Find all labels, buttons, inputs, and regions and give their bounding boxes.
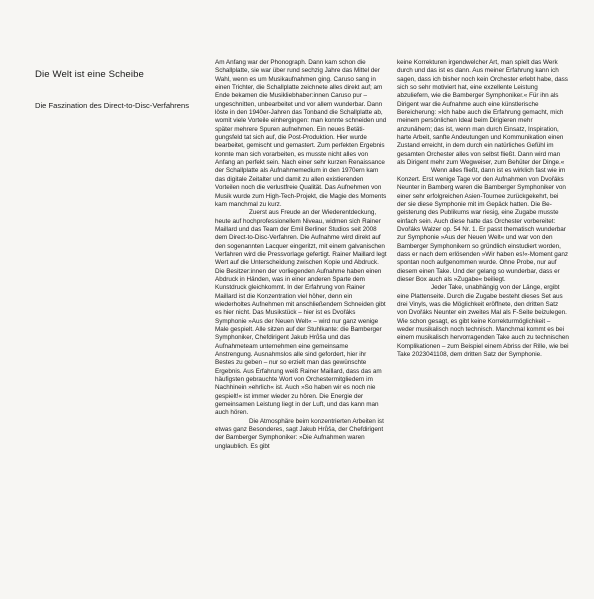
article-subtitle: Die Faszination des Direct-to-Disc-Verfahrens bbox=[35, 101, 190, 110]
text-column-right bbox=[397, 59, 569, 359]
paragraph: keine Korrekturen irgendwelcher Art, man spielt das Werk durch und das ist es dann. Aus meiner Erfahrung kann ich sagen, dass ich bisher noch kein Orchester erlebt habe, dass sich so sehr motiviert hat, eine exzellente Leistung abzuliefern, wie die Bamberger Symphoniker.« Für ihn als Dirigent war die Aufnahme auch eine künstlerische Bereicherung: »Ich habe auch die Erfahrung gemacht, mich meinem persönlichen Ideal beim Dirigieren mehr anzunähern; das ist, wenn man durch Einsatz, Inspiration, harte Arbeit, sanfte Andeutungen und Kommunikation einen Zustand erreicht, in dem durch ein natürliches Gefühl im gesamten Orchester alles von selbst fließt. Dann wird man als Dirigent mehr zum Wegweiser, zum Behüter der Dinge.« bbox=[397, 59, 568, 167]
text-column-left bbox=[215, 59, 387, 451]
paragraph: Zuerst aus Freude an der Wiederentdeckung, heute auf hochprofessionellem Niveau, widmen sich Rainer Maillard und das Team der Emil Berliner Studios seit 2008 dem Direct-to-Disc-Verfahren. Die Aufnahme wird direkt auf den sogenannten Lacquer eingeritzt, mit einem galvanischen Verfahren wird die Pressvorlage gefertigt. Rainer Maillard legt Wert auf die Unterscheidung zwischen Kopie und Abdruck. Die Besitzer:innen der vorliegenden Aufnahme haben einen Abdruck in Händen, was in einer anderen Sparte dem Kunstdruck gleichkommt. In der Erfahrung von Rainer Maillard ist die Konzentration viel höher, denn ein wiederholtes Aufnehmen mit anschließendem Schneiden gibt es hier nicht. Das Musikstück – hier ist es Dvořáks Symphonie »Aus der Neuen Welt« – wird nur ganz wenige Male gespielt. Alle sitzen auf der Stuhlkante: die Bamberger Symphoniker, Chefdirigent Jakub Hrůša und das Aufnahmeteam unternehmen eine gemeinsame Anstrengung. Ausnahmslos alle sind gefordert, hier ihr Bestes zu geben – nur so erzielt man das gewünschte Ergebnis. Aus Erfahrung weiß Rainer Maillard, dass das am häufigsten gebrauchte Wort von Orchestermitgliedern im Nachhinein »ehrlich« ist. Auch »So haben wir es noch nie gespielt!« ist immer wieder zu hören. Die Energie der gemeinsamen Leistung liegt in der Luft, und das kann man auch hören. bbox=[215, 209, 387, 417]
article-title: Die Welt ist eine Scheibe bbox=[35, 69, 144, 80]
paragraph: Am Anfang war der Phonograph. Dann kam schon die Schallplatte, sie war über rund sechzig Jahre das Mittel der Wahl, wenn es um Musikaufnahmen ging. Caruso sang in einen Trichter, die Schallplatte zeichnete alles direkt auf; am Ende bekamen die Musikliebhaber:innen Caruso pur – ungeschnitten, unbearbeitet und vor allem wunderbar. Dann löste in den 1940er-Jahren das Tonband die Schallplatte ab, womit viele Vorteile einhergingen: man konnte schneiden und später mehrere Spuren aufnehmen. Ein neues Betätigungsfeld tat sich auf, die Post-Produktion. Hier wurde bearbeitet, gemischt und gemastert. Zum perfekten Ergebnis konnte man sich vorarbeiten, es musste nicht alles von Anfang an perfekt sein. Nach einer sehr kurzen Renaissance der Schallplatte als Aufnahmemedium in den 1970ern kam das digitale Zeitalter und damit zu allen existierenden Vorteilen noch die verlustfreie Qualität. Das Aufnehmen von Musik wurde zum High-Tech-Projekt, die Magie des Moments kam manchmal zu kurz. bbox=[215, 59, 387, 208]
paragraph: Wenn alles fließt, dann ist es wirklich fast wie im Konzert. Erst wenige Tage vor den Aufnahmen von Dvořáks Neunter in Bamberg waren die Bamberger Symphoniker von einer sehr erfolgreichen Asien-Tournee zurückgekehrt, bei der sie diese Symphonie mit im Gepäck hatten. Die Begeisterung des Publikums war riesig, eine Zugabe musste einfach sein. Auch diese hatte das Orchester vorbereitet: Dvořáks Walzer op. 54 Nr. 1. Er passt thematisch wunderbar zur Symphonie »Aus der Neuen Welt« und war von den Bamberger Symphonikern so gründlich einstudiert worden, dass er nach dem erlösenden »Wir haben es!«-Moment ganz spontan noch aufgenommen wurde. Ohne Probe, nur auf diesem einen Take. Und der gelang so wunderbar, dass er dieser Box auch als »Zugabe« beiliegt. bbox=[397, 167, 568, 283]
paragraph: Jeder Take, unabhängig von der Länge, ergibt eine Plattenseite. Durch die Zugabe besteht dieses Set aus drei Vinyls, was die Möglichkeit eröffnete, den dritten Satz von Dvořáks Neunter ein zweites Mal als F-Seite beizulegen. Wie schon gesagt, es gibt keine Korrekturmöglichkeit – weder musikalisch noch technisch. Manchmal kommt es bei einem musikalisch hervorragenden Take auch zu technischen Komplikationen – zum Beispiel einem Abriss der Rille, wie bei Take 2023041108, dem dritten Satz der Symphonie. bbox=[397, 284, 569, 359]
paragraph: Die Atmosphäre beim konzentrierten Arbeiten ist etwas ganz Besonderes, sagt Jakub Hrůša, der Chefdirigent der Bamberger Symphoniker: »Die Aufnahmen waren unglaublich. Es gibt bbox=[215, 417, 384, 450]
